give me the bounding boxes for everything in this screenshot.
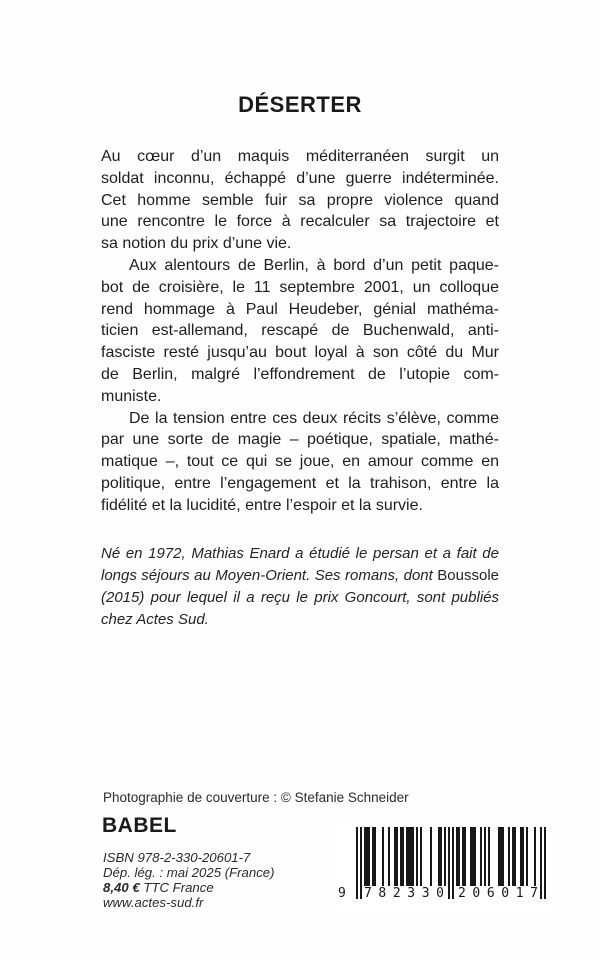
text-line: une rencontre le force à recalculer sa trajectoire et: [101, 213, 499, 231]
text-line: muniste.: [101, 387, 162, 405]
text-line: longs séjours au Moyen-Orient. Ses romans, dont Boussole: [101, 567, 499, 584]
barcode-digit: 7: [364, 886, 372, 901]
barcode-digit: 7: [530, 886, 538, 901]
text-line: (2015) pour lequel il a reçu le prix Goncourt, sont publiés: [101, 589, 499, 606]
barcode-digits-left: [364, 886, 444, 901]
book-title: DÉSERTER: [238, 92, 362, 117]
text-line: Au cœur d’un maquis méditerranéen surgit un: [101, 148, 499, 165]
text-line: de Berlin, malgré l’effondrement de l’utopie com-: [101, 365, 499, 383]
text-line: Né en 1972, Mathias Enard a étudié le persan et a fait de: [101, 545, 499, 562]
text-line: ticien est-allemand, rescapé de Buchenwald, anti-: [101, 322, 499, 340]
photo-credit: Photographie de couverture : © Stefanie Schneider: [103, 790, 409, 805]
barcode-digit: 3: [421, 886, 430, 901]
text-line: soldat inconnu, échappé d’une guerre indéterminée.: [101, 169, 499, 187]
ean13-barcode: [338, 827, 550, 909]
synopsis-text: [101, 146, 499, 517]
barcode-digit-first: 9: [338, 886, 346, 901]
text-line: Aux alentours de Berlin, à bord d’un petit paque-: [129, 256, 499, 274]
legal-deposit-line: Dép. lég. : mai 2025 (France): [103, 864, 275, 880]
text-line: politique, entre l’engagement et la trahison, entre la: [101, 474, 499, 492]
website-line: www.actes-sud.fr: [103, 894, 204, 910]
text-line: par une sorte de magie – poétique, spatiale, mathé-: [101, 431, 499, 449]
barcode-digits-right: [458, 886, 538, 901]
isbn-line: ISBN 978-2-330-20601-7: [103, 850, 251, 865]
book-reference: Boussole: [437, 567, 499, 584]
price-suffix: TTC France: [139, 879, 214, 895]
imprint-babel: BABEL: [102, 814, 177, 837]
text-line: fidélité et la lucidité, entre l’espoir et la survie.: [101, 496, 423, 514]
text-line: De la tension entre ces deux récits s’élève, comme: [129, 409, 499, 427]
text-line: matique –, tout ce qui se joue, en amour comme en: [101, 453, 499, 471]
barcode-digit: 8: [378, 886, 387, 901]
text-line: fasciste resté jusqu’au bout loyal à son côté du Mur: [101, 344, 499, 362]
barcode-digit: 0: [472, 886, 481, 901]
barcode-digit: 2: [458, 886, 466, 901]
text-line: rend hommage à Paul Heudeber, génial mathéma-: [101, 300, 499, 318]
text-line: sa notion du prix d’une vie.: [101, 235, 292, 253]
author-bio: [101, 543, 499, 631]
price-line: [103, 881, 275, 896]
publisher-info: [103, 851, 275, 911]
barcode-digit: 2: [392, 886, 401, 901]
barcode-digit: 0: [436, 886, 444, 901]
barcode-digit: 0: [501, 886, 510, 901]
barcode-digit: 1: [515, 886, 524, 901]
barcode-digit: 6: [486, 886, 495, 901]
text-line: Cet homme semble fuir sa propre violence quand: [101, 191, 499, 209]
text-line: bot de croisière, le 11 septembre 2001, un colloque: [101, 278, 499, 296]
price-value: 8,40 €: [103, 879, 140, 895]
barcode-digit: 3: [407, 886, 416, 901]
text-line: chez Actes Sud.: [101, 611, 209, 628]
